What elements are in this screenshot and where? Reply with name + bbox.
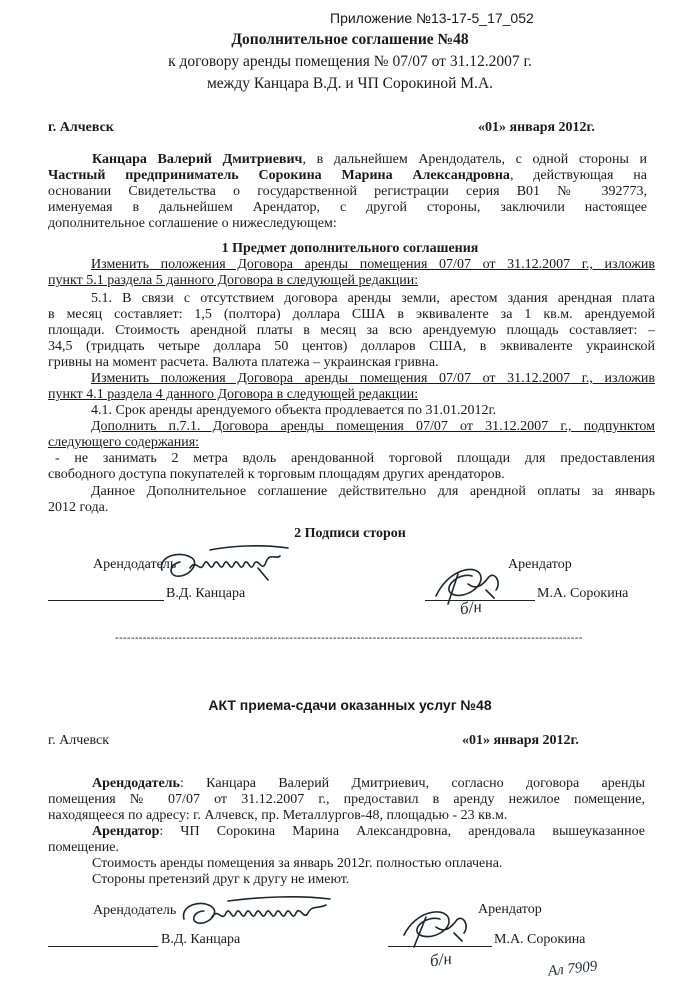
change-2-line-1: Изменить положения Договора аренды помещения 07/07 от 31.12.2007 г., изложив: [91, 371, 655, 386]
lessor-name: Канцара Валерий Дмитриевич: [92, 152, 303, 167]
validity-line-2: 2012 года.: [48, 500, 109, 515]
act-paragraph-2-line-1: [92, 824, 645, 840]
handwritten-archive-mark: Ал 7909: [547, 958, 599, 980]
lessor-label: Арендодатель: [93, 557, 177, 572]
lessor-signature-line: [48, 600, 164, 601]
addition-line-2: следующего содержания:: [48, 435, 200, 450]
tenant-label: Арендатор: [508, 557, 572, 572]
intro-line-1-text: , в дальнейшем Арендодатель, с одной стороны и: [302, 152, 647, 167]
agreement-date: «01» января 2012г.: [478, 120, 595, 135]
act-lessor-signature-line: [48, 946, 158, 947]
addition-line-1: Дополнить п.7.1. Договора аренды помещения 07/07 от 31.12.2007 г., подпунктом: [91, 419, 655, 434]
act-tenant-label: Арендатор: [92, 824, 160, 839]
agreement-title: Дополнительное соглашение №48: [231, 31, 469, 48]
intro-line-1: [92, 152, 647, 168]
handwritten-initials-2: б/н: [428, 948, 453, 971]
intro-line-5: дополнительное соглашение о нижеследующем:: [48, 216, 337, 231]
act-date: «01» января 2012г.: [462, 733, 579, 748]
clause-4-1: 4.1. Срок аренды арендуемого объекта продлевается по 31.01.2012г.: [91, 403, 497, 418]
act-lessor-label: Арендодатель: [92, 776, 180, 791]
lessor-signature-name: В.Д. Канцара: [166, 586, 246, 601]
clause-5-1-line-5: гривны на момент расчета. Валюта платежа – украинская гривна.: [48, 355, 439, 370]
act-no-claims: Стороны претензий друг к другу не имеют.: [92, 872, 350, 887]
intro-line-3: основании Свидетельства о государственной регистрации серия В01 № 392773,: [48, 184, 647, 199]
dashed-separator: ----------------------------------------------------------------------------------------------------------------------: [115, 632, 583, 644]
handwritten-initials-1: б/н: [458, 596, 483, 619]
clause-5-1-line-2: в месяц составляет: 1,5 (полтора) доллара США в эквиваленте за 1 кв.м. арендуемой: [48, 307, 655, 322]
act-paragraph-1-text: : Канцара Валерий Дмитриевич, согласно договора аренды: [179, 776, 645, 791]
intro-line-2: [48, 168, 647, 184]
act-tenant-signature-name: М.А. Сорокина: [494, 932, 586, 947]
clause-5-1-line-3: площади. Стоимость арендной платы в месяц за всю арендуемую площадь составляет: –: [48, 323, 655, 338]
clause-5-1-line-4: 34,5 (тридцать четыре доллара 50 центов) долларов США, в эквиваленте украинской: [48, 339, 655, 354]
validity-line-1: Данное Дополнительное соглашение действительно для арендной оплаты за январь: [91, 484, 655, 499]
agreement-subtitle-1: к договору аренды помещения № 07/07 от 31.12.2007 г.: [168, 53, 532, 70]
agreement-city: г. Алчевск: [48, 120, 114, 135]
tenant-signature-name: М.А. Сорокина: [537, 586, 629, 601]
act-paragraph-1-line-3: находящееся по адресу: г. Алчевск, пр. Металлургов-48, площадью - 23 кв.м.: [48, 808, 508, 823]
intro-line-4: именуемая в дальнейшем Арендатор, с другой стороны, заключили настоящее: [48, 200, 647, 215]
tenant-name: Частный предприниматель Сорокина Марина Александровна: [48, 168, 510, 183]
act-tenant-label-sig: Арендатор: [478, 902, 542, 917]
act-lessor-signature-name: В.Д. Канцара: [161, 932, 241, 947]
act-paragraph-1-line-2: помещения № 07/07 от 31.12.2007 г., предоставил в аренду нежилое помещение,: [48, 792, 645, 807]
act-paragraph-1-line-1: [92, 776, 645, 792]
section-2-title: 2 Подписи сторон: [294, 526, 406, 541]
tenant-signature-2: [398, 905, 488, 955]
clause-5-1-line-1: 5.1. В связи с отсутствием договора аренды земли, арестом здания арендная плата: [91, 291, 655, 306]
act-title: АКТ приема-сдачи оказанных услуг №48: [208, 697, 492, 713]
act-paid-statement: Стоимость аренды помещения за январь 2012г. полностью оплачена.: [92, 856, 503, 871]
clause-7-1-line-2: свободного доступа покупателей к торговым площадям других арендаторов.: [48, 467, 505, 482]
act-paragraph-2-text: : ЧП Сорокина Марина Александровна, арендовала вышеуказанное: [159, 824, 645, 839]
annex-number: Приложение №13-17-5_17_052: [330, 10, 534, 26]
section-1-title: 1 Предмет дополнительного соглашения: [221, 241, 479, 256]
lessor-signature-1: [150, 538, 300, 593]
intro-line-2-text: , действующая на: [509, 168, 647, 183]
change-2-line-2: пункт 4.1 раздела 4 данного Договора в следующей редакции:: [48, 387, 419, 402]
clause-7-1-line-1: - не занимать 2 метра вдоль арендованной торговой площади для предоставления: [55, 451, 655, 466]
change-1-line-2: пункт 5.1 раздела 5 данного Договора в следующей редакции:: [48, 273, 419, 288]
lessor-signature-2: [178, 893, 338, 938]
act-paragraph-2-line-2: помещение.: [48, 840, 119, 855]
act-city: г. Алчевск: [48, 733, 110, 748]
act-lessor-label-sig: Арендодатель: [93, 903, 177, 918]
agreement-subtitle-2: между Канцара В.Д. и ЧП Сорокиной М.А.: [206, 75, 494, 92]
change-1-line-1: Изменить положения Договора аренды помещения 07/07 от 31.12.2007 г., изложив: [91, 257, 655, 272]
